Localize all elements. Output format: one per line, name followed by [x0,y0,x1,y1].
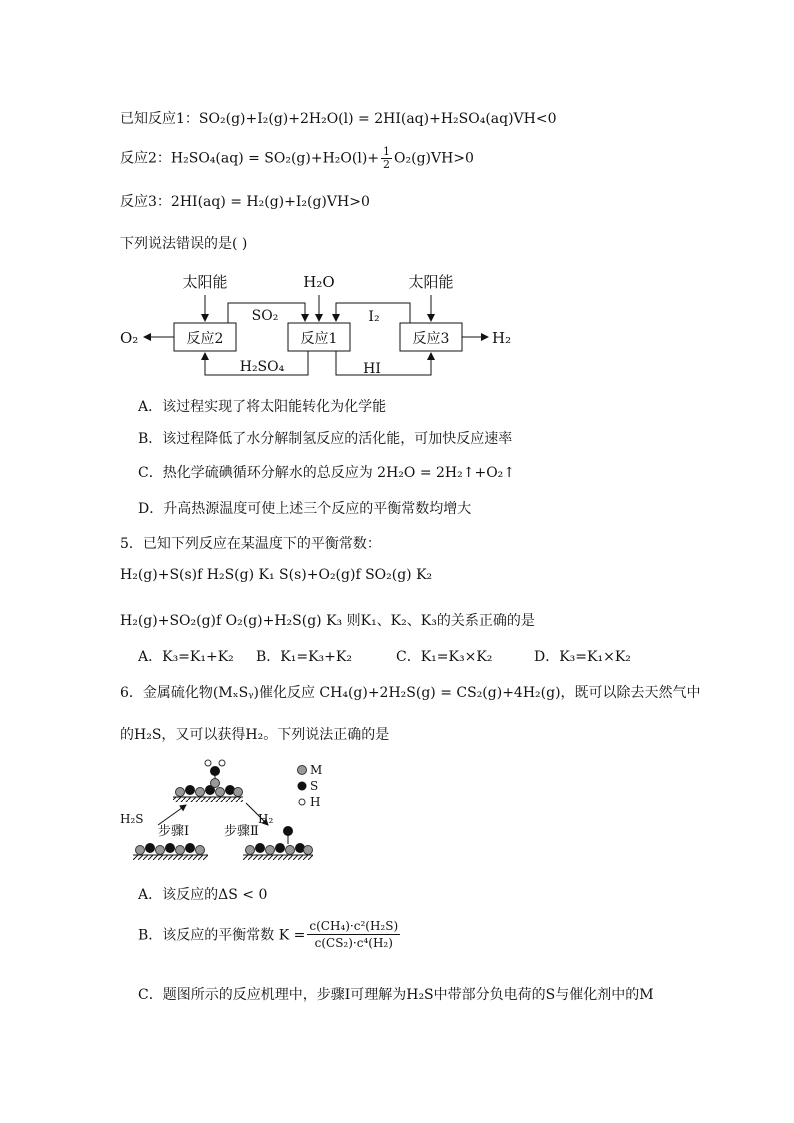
so2-label: SO₂ [251,308,279,324]
h2-out-label: H₂ [258,812,274,826]
option-6b-prefix: B．该反应的平衡常数 K = [138,927,306,944]
k-numerator: c(CH₄)·c²(H₂S) [309,919,399,933]
option-5b: B．K₁=K₃+K₂ [256,649,352,665]
option-5c: C．K₁=K₃×K₂ [396,649,493,665]
reaction-1 [120,108,557,128]
reaction-3-equation: 2HI(aq) = H₂(g)+I₂(g)VH>0 [170,194,370,210]
h2so4-label: H₂SO₄ [239,359,285,375]
bottom-left-surface [133,843,208,860]
option-5a: A．K₃=K₁+K₂ [138,649,234,665]
reaction-1-equation: SO₂(g)+I₂(g)+2H₂O(l) = 2HI(aq)+H₂SO₄(aq)VH<0 [198,111,557,127]
question-5-stem: 5．已知下列反应在某温度下的平衡常数： [120,536,381,552]
question-5-line1: H₂(g)+S(s)f H₂S(g) K₁ S(s)+O₂(g)f SO₂(g) K₂ [120,567,433,583]
step-1-label: 步骤Ⅰ [158,824,190,839]
box-reaction-1-label: 反应1 [300,331,338,347]
option-4d: D．升高热源温度可使上述三个反应的平衡常数均增大 [138,501,472,517]
h2s-label: H₂S [120,812,144,826]
sulfur-iodine-cycle-diagram [110,265,530,385]
option-6a: A．该反应的ΔS < 0 [138,887,268,903]
box-reaction-3-label: 反应3 [412,331,450,347]
question-6-stem-1: 6．金属硫化物(MₓSᵧ)催化反应 CH₄(g)+2H₂S(g) = CS₂(g)+4H₂(g)，既可以除去天然气中 [120,685,701,701]
fraction-den: 2 [383,158,391,171]
step-2-label: 步骤Ⅱ [224,824,259,839]
reaction-1-prefix: 已知反应1： [120,111,199,127]
k-denominator: c(CS₂)·c⁴(H₂) [314,936,393,950]
option-5d: D．K₃=K₁×K₂ [534,649,631,665]
option-6c: C．题图所示的反应机理中，步骤Ⅰ可理解为H₂S中带部分负电荷的S与催化剂中的M [138,987,654,1003]
legend [298,763,323,809]
top-surface [173,760,243,802]
option-6b [138,918,402,951]
water-label: H₂O [303,273,335,291]
option-4a: A．该过程实现了将太阳能转化为化学能 [138,399,387,415]
catalyst-mechanism-diagram [118,755,348,870]
option-4c: C．热化学硫碘循环分解水的总反应为 2H₂O = 2H₂↑+O₂↑ [138,465,516,481]
half-fraction [381,146,392,171]
question-5-line2: H₂(g)+SO₂(g)f O₂(g)+H₂S(g) K₃ 则K₁、K₂、K₃的关系正确的是 [120,613,535,629]
reaction-3 [120,191,370,211]
legend-s: S [310,779,319,793]
reaction-2-prefix: 反应2： [120,150,171,167]
i2-label: I₂ [368,309,380,325]
question-4-stem: 下列说法错误的是( ) [120,236,248,252]
equilibrium-constant-fraction [307,918,400,951]
solar-right-label: 太阳能 [408,273,454,291]
hi-label: HI [363,361,381,377]
question-5-options [138,646,631,666]
reaction-2 [120,146,474,171]
box-reaction-2-label: 反应2 [186,331,224,347]
option-4b: B．该过程降低了水分解制氢反应的活化能，可加快反应速率 [138,431,513,447]
fraction-num: 1 [383,145,391,158]
question-6-stem-2: 的H₂S，又可以获得H₂。下列说法正确的是 [120,727,390,743]
reaction-2-left: H₂SO₄(aq) = SO₂(g)+H₂O(l)+ [170,150,380,167]
solar-left-label: 太阳能 [182,273,228,291]
reaction-3-prefix: 反应3： [120,194,171,210]
legend-m: M [310,763,323,777]
o2-label: O₂ [120,329,139,347]
reaction-2-right: O₂(g)VH>0 [394,150,474,167]
legend-h: H [310,795,321,809]
h2-label: H₂ [492,329,512,347]
